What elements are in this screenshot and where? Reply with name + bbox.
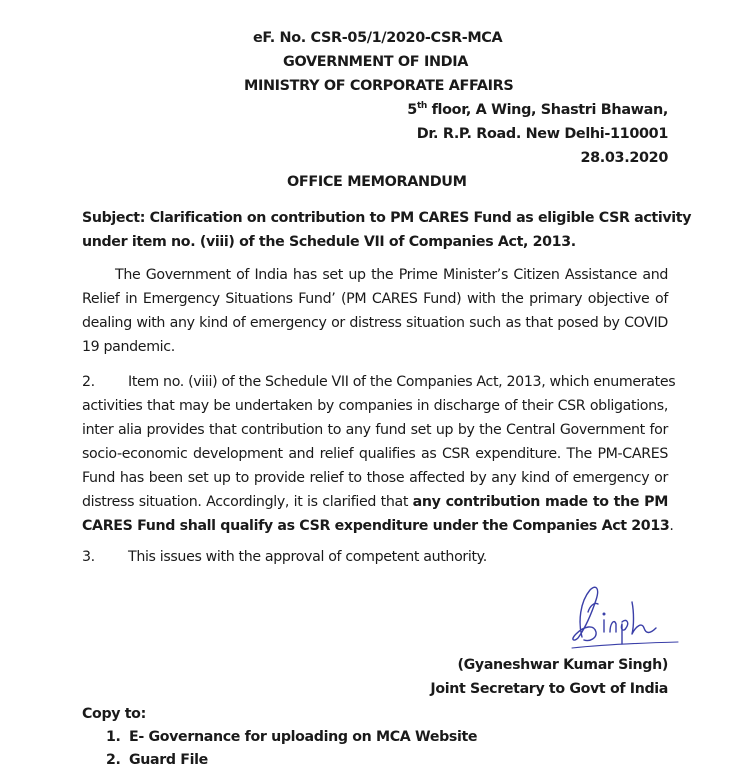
paragraph-line: 2. Item no. (viii) of the Schedule VII of the Companies Act, 2013, which enumerates xyxy=(82,370,668,394)
memo-date: 28.03.2020 xyxy=(580,150,668,166)
paragraph-line: The Government of India has set up the Prime Minister’s Citizen Assistance and xyxy=(115,267,668,283)
paragraph-1 xyxy=(82,263,668,359)
address-line-2: Dr. R.P. Road. New Delhi-110001 xyxy=(416,126,668,142)
subject xyxy=(82,206,692,254)
copy-to-item xyxy=(106,729,477,745)
paragraph-line: distress situation. Accordingly, it is clarified that any contribution made to the PM xyxy=(82,494,668,510)
paragraph-line: Relief in Emergency Situations Fund’ (PM CARES Fund) with the primary objective of xyxy=(82,291,668,307)
address-ordinal: 5 xyxy=(407,102,417,118)
address-rest: floor, A Wing, Shastri Bhawan, xyxy=(426,102,668,118)
paragraph-line: 3. This issues with the approval of competent authority. xyxy=(82,545,668,569)
signatory-name: (Gyaneshwar Kumar Singh) xyxy=(457,657,668,673)
copy-to-item-number: 2. xyxy=(106,752,121,768)
paragraph-3 xyxy=(82,545,668,569)
paragraph-2 xyxy=(82,370,676,538)
document-type-heading: OFFICE MEMORANDUM xyxy=(287,174,467,190)
paragraph-line: socio-economic development and relief qualifies as CSR expenditure. The PM-CARES xyxy=(82,446,668,462)
copy-to-item xyxy=(106,752,208,768)
copy-to-item-text: Guard File xyxy=(129,752,208,768)
copy-to-item-text: E- Governance for uploading on MCA Website xyxy=(129,729,478,745)
address-ordinal-suffix: th xyxy=(416,101,427,111)
subject-line: Subject: Clarification on contribution to PM CARES Fund as eligible CSR activity xyxy=(82,210,692,226)
file-number: eF. No. CSR-05/1/2020-CSR-MCA xyxy=(253,30,503,46)
address-line-1 xyxy=(407,102,668,118)
copy-to-item-number: 1. xyxy=(106,729,121,745)
paragraph-number: 2. xyxy=(82,374,95,390)
emphasis-text: any contribution made to the PM xyxy=(412,494,668,510)
paragraph-line: 19 pandemic. xyxy=(82,339,175,355)
paragraph-line: inter alia provides that contribution to any fund set up by the Central Government for xyxy=(82,422,668,438)
paragraph-line: Fund has been set up to provide relief to those affected by any kind of emergency or xyxy=(82,470,668,486)
paragraph-number: 3. xyxy=(82,549,95,565)
signatory-designation: Joint Secretary to Govt of India xyxy=(430,681,668,697)
ministry-heading: MINISTRY OF CORPORATE AFFAIRS xyxy=(244,78,514,94)
signature-image xyxy=(560,582,680,652)
paragraph-line: activities that may be undertaken by companies in discharge of their CSR obligations, xyxy=(82,398,668,414)
paragraph-line: dealing with any kind of emergency or distress situation such as that posed by COVID xyxy=(82,315,668,331)
paragraph-line: CARES Fund shall qualify as CSR expenditure under the Companies Act 2013. xyxy=(82,518,674,534)
copy-to-label: Copy to: xyxy=(82,706,146,722)
government-heading: GOVERNMENT OF INDIA xyxy=(283,54,469,70)
emphasis-text: CARES Fund shall qualify as CSR expenditure under the Companies Act 2013 xyxy=(82,518,670,534)
subject-line: under item no. (viii) of the Schedule VII of Companies Act, 2013. xyxy=(82,234,576,250)
